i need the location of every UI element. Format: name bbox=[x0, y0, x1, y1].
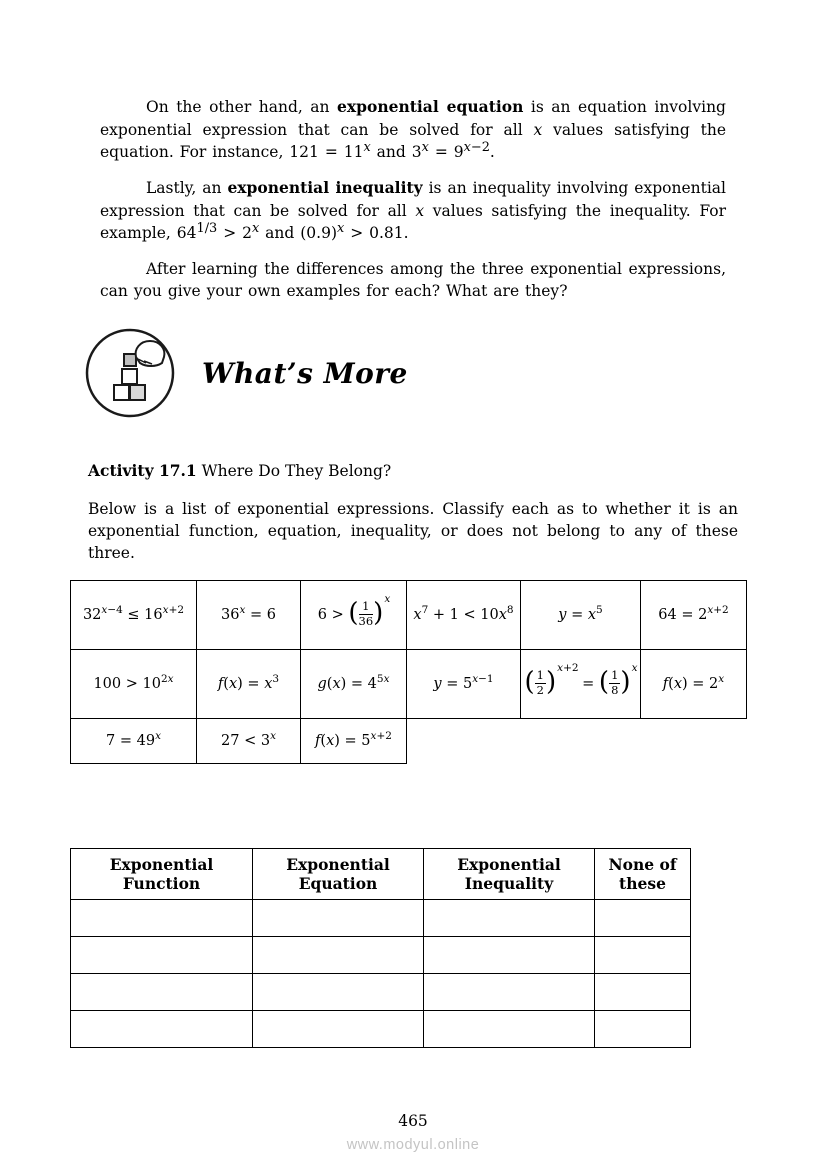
expressions-row-2 bbox=[71, 650, 747, 719]
header-exponential-equation: Exponential Equation bbox=[253, 849, 424, 900]
expressions-row-3 bbox=[71, 719, 747, 764]
answer-row bbox=[71, 937, 691, 974]
answer-cell bbox=[253, 1011, 424, 1048]
expression-cell: $x^7 + 1 < 10x^8$ bbox=[407, 581, 521, 650]
classification-header-row bbox=[71, 849, 691, 900]
answer-cell bbox=[595, 1011, 691, 1048]
activity-label: Activity 17.1 bbox=[88, 461, 197, 480]
answer-cell bbox=[595, 900, 691, 937]
paragraph-reflection-question: After learning the differences among the three exponential expressions, can you give your own examples for each? What are they? bbox=[100, 259, 726, 301]
expression-cell: $27 < 3^x$ bbox=[197, 719, 301, 764]
answer-cell bbox=[253, 900, 424, 937]
answer-cell bbox=[595, 974, 691, 1011]
expression-cell: $f(x) = 5^{x+2}$ bbox=[301, 719, 407, 764]
answer-cell bbox=[424, 974, 595, 1011]
expression-cell: ( $\frac{1}{2}$ )$^{x+2}$ = ( $\frac{1}{8}$ )$^x$ bbox=[521, 650, 641, 719]
expression-cell: $64 = 2^{x+2}$ bbox=[641, 581, 747, 650]
answer-cell bbox=[424, 937, 595, 974]
expression-cell: 6 > ( $\frac{1}{36}$ )$^x$ bbox=[301, 581, 407, 650]
expression-cell: $100 > 10^{2x}$ bbox=[71, 650, 197, 719]
activity-heading bbox=[88, 461, 756, 480]
answer-cell bbox=[253, 937, 424, 974]
expressions-row-1 bbox=[71, 581, 747, 650]
hand-stacking-blocks-icon bbox=[84, 327, 176, 419]
section-title: What’s More bbox=[202, 356, 408, 390]
whats-more-section-header bbox=[84, 327, 756, 419]
expression-cell: $32^{x-4} \le 16^{x+2}$ bbox=[71, 581, 197, 650]
answer-cell bbox=[71, 974, 253, 1011]
expression-cell: $y = 5^{x-1}$ bbox=[407, 650, 521, 719]
classification-table bbox=[70, 848, 691, 1048]
expression-cell: $y = x^5$ bbox=[521, 581, 641, 650]
expression-cell: $f(x) = x^3$ bbox=[197, 650, 301, 719]
paragraph-exponential-inequality: Lastly, an exponential inequality is an inequality involving exponential expression that can be solved for all x values satisfying the inequality. For example, $64^{1/3} > 2^x$ and $(0.9)^x > 0.81$. bbox=[100, 177, 727, 243]
answer-cell bbox=[424, 900, 595, 937]
empty-area bbox=[407, 719, 747, 764]
answer-cell bbox=[424, 1011, 595, 1048]
paragraph-exponential-equation: On the other hand, an exponential equation is an equation involving exponential expression that can be solved for all x values satisfying the equation. For instance, $121 = 11^x$ and $3^x = 9^{x-2}$. bbox=[100, 97, 727, 162]
activity-instructions: Below is a list of exponential expressions. Classify each as to whether it is an exponential function, equation, inequality, or does not belong to any of these three. bbox=[88, 500, 738, 562]
answer-cell bbox=[595, 937, 691, 974]
answer-row bbox=[71, 974, 691, 1011]
expressions-table bbox=[70, 580, 747, 764]
answer-row bbox=[71, 900, 691, 937]
answer-cell bbox=[71, 1011, 253, 1048]
header-exponential-inequality: Exponential Inequality bbox=[424, 849, 595, 900]
page-footer bbox=[0, 1112, 826, 1153]
page-number: 465 bbox=[398, 1112, 428, 1130]
expression-cell: $7 = 49^x$ bbox=[71, 719, 197, 764]
expression-cell: $f(x) = 2^x$ bbox=[641, 650, 747, 719]
expression-cell: $g(x) = 4^{5x}$ bbox=[301, 650, 407, 719]
answer-cell bbox=[253, 974, 424, 1011]
watermark: www.modyul.online bbox=[346, 1137, 480, 1153]
header-none-of-these: None of these bbox=[595, 849, 691, 900]
expression-cell: $36^x = 6$ bbox=[197, 581, 301, 650]
answer-row bbox=[71, 1011, 691, 1048]
answer-cell bbox=[71, 900, 253, 937]
header-exponential-function: Exponential Function bbox=[71, 849, 253, 900]
activity-title: Where Do They Belong? bbox=[201, 462, 392, 480]
answer-cell bbox=[71, 937, 253, 974]
